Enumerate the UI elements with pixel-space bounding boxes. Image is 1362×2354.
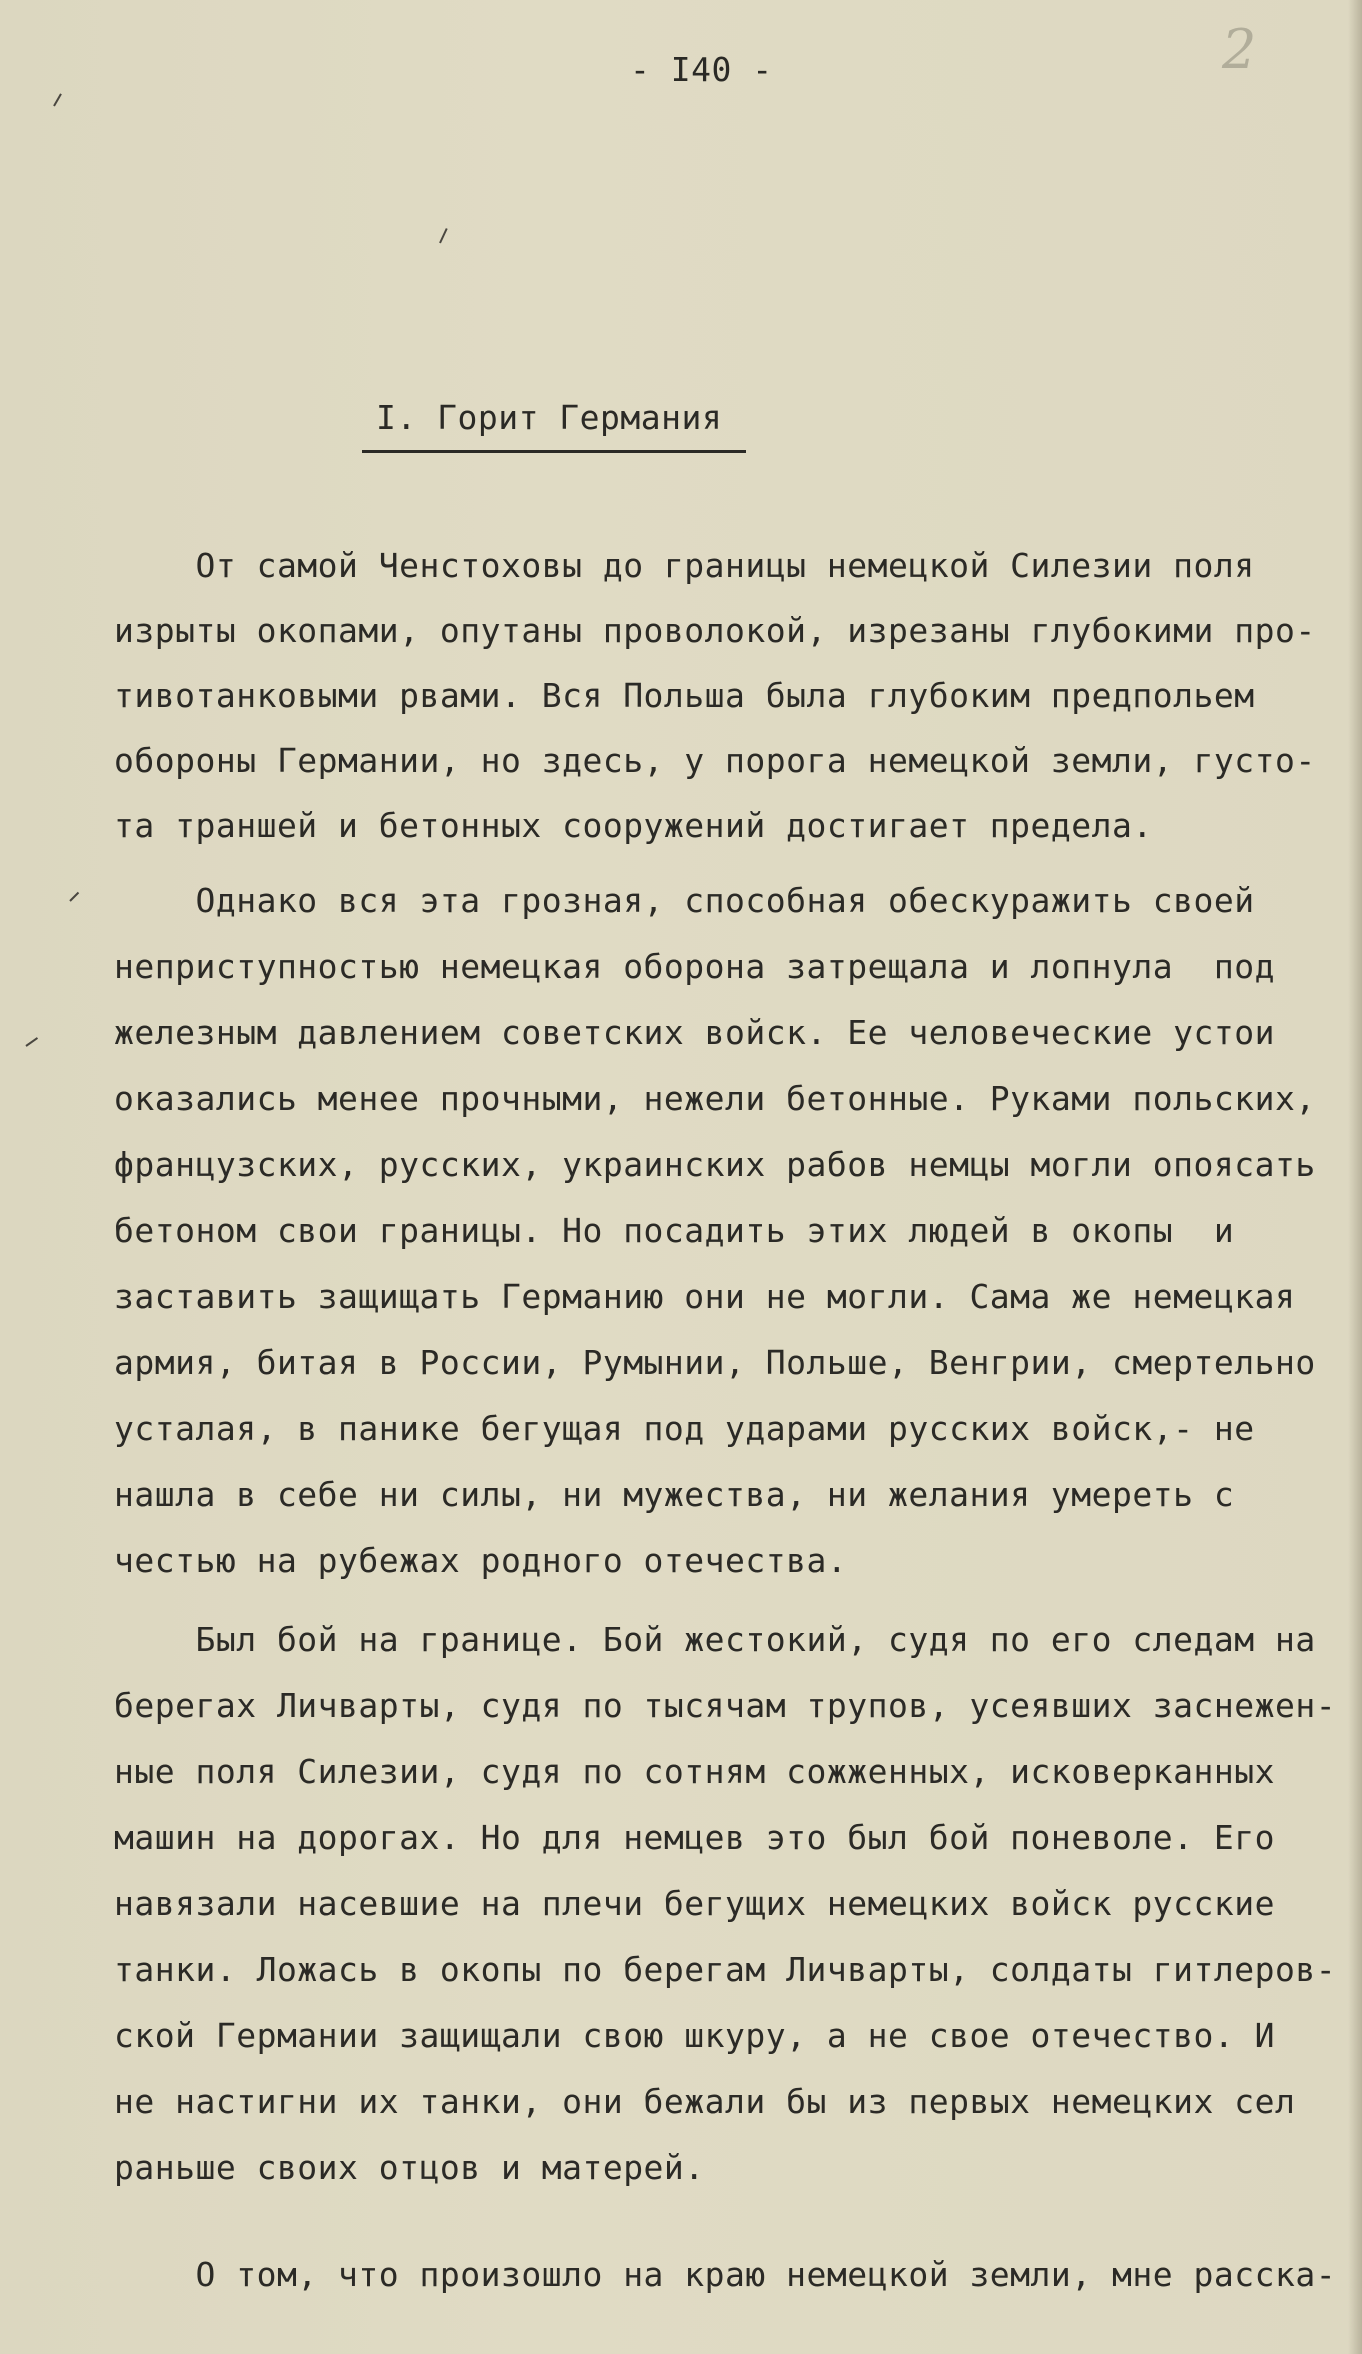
text-line: тивотанковыми рвами. Вся Польша была глубоким предпольем [114,676,1255,715]
text-line: оказались менее прочными, нежели бетонные. Руками польских, [114,1079,1316,1118]
text-line: французских, русских, украинских рабов немцы могли опоясать [114,1145,1316,1184]
section-heading: I. Горит Германия [376,398,723,437]
text-line: О том, что произошло на краю немецкой земли, мне расска- [114,2255,1337,2294]
text-line: раньше своих отцов и матерей. [114,2148,705,2187]
page-edge-shadow [1348,0,1362,2354]
text-line: машин на дорогах. Но для немцев это был бой поневоле. Его [114,1818,1275,1857]
text-line: ской Германии защищали свою шкуру, а не свое отечество. И [114,2016,1275,2055]
text-line: берегах Личварты, судя по тысячам трупов, усеявших заснежен- [114,1686,1337,1725]
text-line: неприступностью немецкая оборона затрещала и лопнула под [114,947,1275,986]
text-line: Однако вся эта грозная, способная обескуражить своей [114,881,1255,920]
text-line: изрыты окопами, опутаны проволокой, изрезаны глубокими про- [114,611,1316,650]
text-line: танки. Ложась в окопы по берегам Личварты, солдаты гитлеров- [114,1950,1337,1989]
stray-mark [439,228,448,243]
text-line: усталая, в панике бегущая под ударами русских войск,- не [114,1409,1255,1448]
text-line: железным давлением советских войск. Ее человеческие устои [114,1013,1275,1052]
stray-mark [53,93,62,106]
text-line: та траншей и бетонных сооружений достигает предела. [114,806,1153,845]
text-line: ные поля Силезии, судя по сотням сожженных, исковерканных [114,1752,1275,1791]
heading-underline [362,450,746,453]
archive-number: 2 [1222,18,1257,81]
text-line: обороны Германии, но здесь, у порога немецкой земли, густо- [114,741,1316,780]
text-line: От самой Ченстоховы до границы немецкой Силезии поля [114,546,1255,585]
text-line: нашла в себе ни силы, ни мужества, ни желания умереть с [114,1475,1235,1514]
text-line: армия, битая в России, Румынии, Польше, Венгрии, смертельно [114,1343,1316,1382]
text-line: навязали насевшие на плечи бегущих немецких войск русские [114,1884,1275,1923]
text-line: Был бой на границе. Бой жестокий, судя по его следам на [114,1620,1316,1659]
stray-mark [25,1037,38,1047]
page-number: - I40 - [630,50,773,89]
text-line: заставить защищать Германию они не могли. Сама же немецкая [114,1277,1296,1316]
text-line: бетоном свои границы. Но посадить этих людей в окопы и [114,1211,1235,1250]
stray-mark [69,892,79,902]
text-line: не настигни их танки, они бежали бы из первых немецких сел [114,2082,1296,2121]
text-line: честью на рубежах родного отечества. [114,1541,848,1580]
